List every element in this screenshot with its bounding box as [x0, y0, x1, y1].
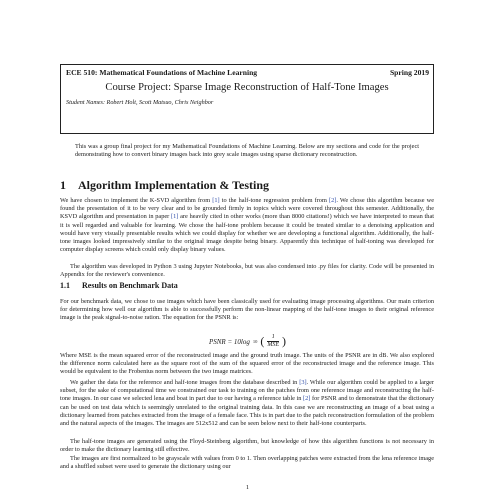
- text-run: to the half-tone regression problem from: [219, 197, 329, 204]
- text-run: We gather the data for the reference and half-tone images from the database described in: [70, 379, 300, 386]
- intro-paragraph: This was a group final project for my Mathematical Foundations of Machine Learning. Below are my sections and code for the project demonstrating how to convert binary images back into grey scale images using sparse dictionary reconstruction.: [75, 143, 419, 159]
- citation-link[interactable]: [2]: [303, 395, 311, 403]
- course-name: ECE 510: Mathematical Foundations of Machine Learning: [66, 68, 258, 77]
- project-title: Course Project: Sparse Image Reconstruction of Half-Tone Images: [105, 82, 389, 93]
- text-run: . We chose this algorithm because we found the presentation of it to be very clear and to be grounded firmly in topics which were covered throughout this semester. Additionally, the KSVD algorithm and presentation in paper: [60, 197, 435, 221]
- left-paren: (: [260, 334, 265, 348]
- subsection-heading: [60, 281, 178, 290]
- student-names: Student Names: Robert Holt, Scott Matsuo, Chris Neighbor: [66, 99, 214, 106]
- subsection-title: Results on Benchmark Data: [82, 281, 178, 290]
- subsection-paragraph-5: The images are first normalized to be grayscale with values from 0 to 1. Then overlapping patches were extracted from the lena reference image and a shuffled subset were used to generate the dictionary using our: [60, 455, 434, 471]
- fraction-denominator: MSE: [267, 342, 280, 348]
- subsection-paragraph-1: For our benchmark data, we chose to use images which have been classically used for evaluating image processing algorithms. Our main criterion for determining how well our algorithm is able to successfully perform the non-linear mapping of the half-tone images to their original reference image is the peak signal-to-noise ration. The equation for the PSNR is:: [60, 298, 434, 322]
- text-run: We have chosen to implement the K-SVD algorithm from: [60, 197, 213, 204]
- subsection-number: 1.1: [60, 281, 70, 290]
- text-run: are heavily cited in other works (more than 8000 citations!) which we have interpreted to mean that it is well regarded and valuable for learning. We chose the half-tone problem because it could be treated similar to a denoising application and would have very visually presentable results which we could display for whether we are developing a functional algorithm. Additionally, the half-tone images looked impressively similar to the original image despite being binary. Apparently this technique of half-toning was developed for computer display screens which could only display binary values.: [60, 213, 434, 254]
- fraction-numerator: 1: [271, 334, 275, 340]
- text-run: for PSNR and to demonstrate that the dictionary can be used on test data which is seemingly unrelated to the original training data. In this case we are reconstructing an image of a boat using a dictionary learned from patches extracted from the image of a female face. This is in part due to the patch reconstruction formulation of the problem and the natural aspects of the images. The images are 512x512 and can be seen below next to their half-tone counterparts.: [60, 395, 434, 428]
- psnr-equation: [0, 334, 495, 349]
- equation-fraction: [267, 334, 279, 349]
- section-heading: [60, 178, 269, 193]
- citation-link[interactable]: [3]: [299, 379, 307, 386]
- subsection-paragraph-3: [60, 379, 434, 428]
- equation-subscript: 10: [252, 339, 258, 344]
- section-paragraph-2: The algorithm was developed in Python 3 using Jupyter Notebooks, but was also condensed into .py files for clarity. Code will be presented in Appendix for the reviewer's convenience.: [60, 263, 434, 279]
- equation-lhs: PSNR = 10log: [208, 337, 250, 346]
- text-run: . While our algorithm could be applied to a larger subset, for the sake of computational time we constrained our task to training on the patches from one reference image and reconstructing the half-tone images. In our case we selected lena and boat in part due to our having a reference table in: [60, 379, 435, 403]
- citation-link[interactable]: [1]: [212, 197, 220, 204]
- subsection-paragraph-4: The half-tone images are generated using the Floyd-Steinberg algorithm, but knowledge of how this algorithm functions is not necessary in order to make the dictionary learning still effective.: [60, 438, 434, 454]
- section-number: 1: [60, 178, 66, 192]
- page-number: 1: [245, 484, 250, 491]
- section-title: Algorithm Implementation & Testing: [78, 178, 270, 192]
- subsection-paragraph-2: Where MSE is the mean squared error of the reconstructed image and the ground truth image. The units of the PSNR are in dB. We also explored the difference norm calculated here as the square root of the sum of the squared error of the reconstructed image and the reference image. This would be equivalent to the Frobenius norm between the two image matrices.: [60, 352, 434, 376]
- right-paren: ): [282, 334, 287, 348]
- citation-link[interactable]: [2]: [328, 197, 337, 204]
- term: Spring 2019: [389, 68, 429, 77]
- citation-link[interactable]: [1]: [171, 213, 179, 221]
- section-paragraph-1: [60, 197, 434, 254]
